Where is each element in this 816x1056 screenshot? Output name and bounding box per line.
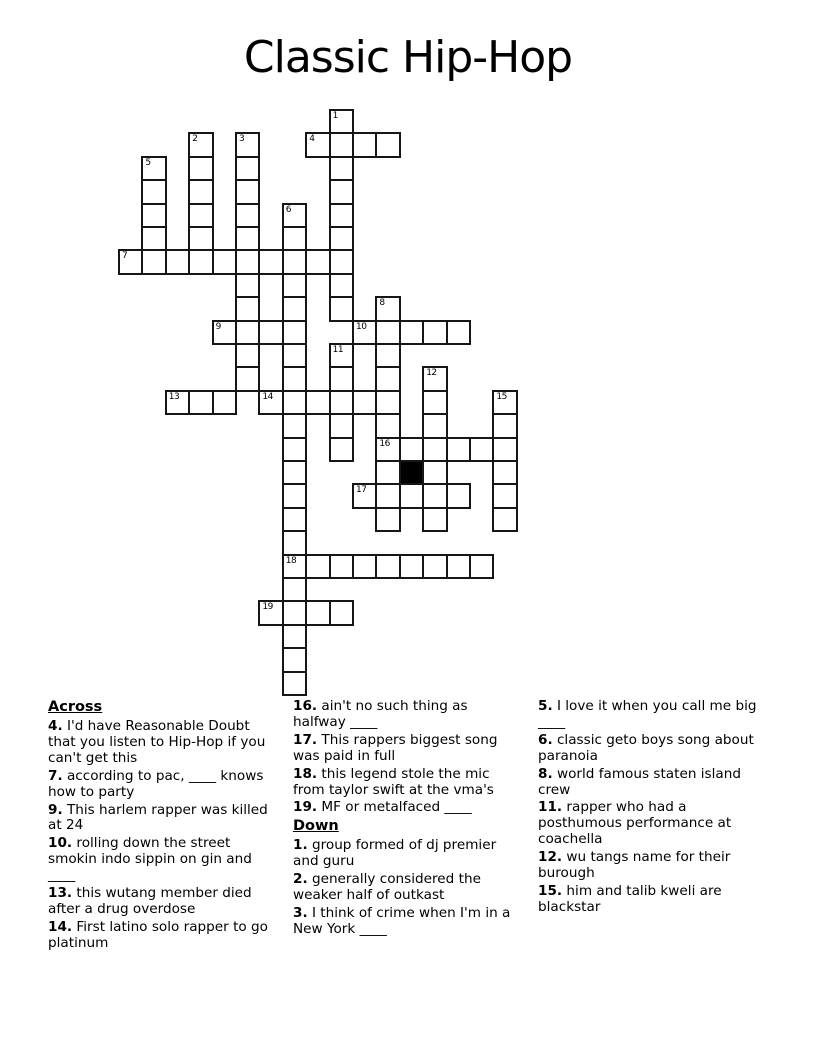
clue-item-7 [48,769,271,801]
grid-cell[interactable] [282,273,307,298]
clue-item-12 [538,850,761,882]
clue-text: generally considered the weaker half of outkast [293,871,481,904]
clue-item-5 [538,699,761,731]
grid-cell[interactable] [329,249,354,274]
grid-cell[interactable] [188,156,213,181]
cell-number: 4 [309,134,315,145]
clue-item-16 [293,699,516,731]
grid-cell[interactable] [141,249,166,274]
clue-number: 13. [48,885,73,902]
grid-cell[interactable] [492,460,517,485]
grid-cell[interactable] [235,249,260,274]
clue-number: 3. [293,904,308,921]
clue-text: classic geto boys song about paranoia [538,731,754,764]
clue-number: 7. [48,767,63,784]
grid-cell[interactable] [375,413,400,438]
clue-item-11 [538,800,761,848]
grid-cell[interactable] [235,203,260,228]
cell-number: 12 [426,368,437,379]
grid-cell[interactable] [469,437,494,462]
grid-cell[interactable] [375,554,400,579]
grid-cell[interactable] [235,366,260,391]
puzzle-title: Classic Hip-Hop [243,32,573,83]
grid-cell[interactable] [282,530,307,555]
clue-number: 14. [48,918,73,935]
grid-cell[interactable] [235,132,260,157]
grid-cell[interactable] [492,483,517,508]
clue-item-14 [48,920,271,952]
grid-cell[interactable] [329,343,354,368]
grid-cell[interactable] [305,554,330,579]
grid-cell[interactable] [235,156,260,181]
clue-column-3 [538,699,761,918]
cell-number: 3 [239,134,245,145]
clue-number: 1. [293,837,308,854]
clue-text: this legend stole the mic from taylor swift at the vma's [293,765,494,798]
clue-item-19 [293,800,516,816]
grid-cell[interactable] [141,156,166,181]
grid-cell[interactable] [188,390,213,415]
grid-cell[interactable] [469,554,494,579]
clue-item-15 [538,884,761,916]
clue-text: This harlem rapper was killed at 24 [48,801,268,834]
grid-cell[interactable] [188,132,213,157]
cell-number: 1 [332,111,338,121]
grid-cell[interactable] [282,624,307,649]
grid-cell[interactable] [282,577,307,602]
clue-item-13 [48,886,271,918]
cell-number: 15 [496,391,507,402]
grid-cell[interactable] [422,483,447,508]
cell-number: 8 [379,298,385,309]
grid-cell[interactable] [258,390,283,415]
clue-number: 16. [293,698,318,714]
grid-cell[interactable] [258,600,283,625]
grid-cell[interactable] [329,132,354,157]
grid-cell[interactable] [329,600,354,625]
grid-cell[interactable] [329,296,354,321]
grid-cell[interactable] [422,554,447,579]
clue-number: 8. [538,765,553,782]
grid-cell[interactable] [165,390,190,415]
grid-cell[interactable] [305,390,330,415]
grid-cell[interactable] [282,390,307,415]
grid-cell[interactable] [329,156,354,181]
grid-cell[interactable] [399,483,424,508]
grid-cell[interactable] [329,109,354,134]
cell-number: 17 [356,485,367,496]
grid-cell[interactable] [118,249,143,274]
grid-cell[interactable] [446,437,471,462]
grid-cell[interactable] [422,413,447,438]
grid-cell[interactable] [375,320,400,345]
clue-column-2 [293,699,516,940]
grid-cell[interactable] [352,132,377,157]
grid-cell[interactable] [399,320,424,345]
grid-cell[interactable] [282,437,307,462]
clue-number: 12. [538,849,563,866]
cell-number: 2 [192,134,198,145]
grid-cell[interactable] [422,507,447,532]
grid-cell[interactable] [212,249,237,274]
grid-cell[interactable] [422,437,447,462]
grid-cell[interactable] [235,179,260,204]
clue-text: him and talib kweli are blackstar [538,882,722,915]
clue-number: 5. [538,698,553,714]
cell-number: 5 [145,157,151,168]
grid-cell[interactable] [422,390,447,415]
grid-cell[interactable] [492,507,517,532]
clue-item-9 [48,803,271,835]
grid-cell[interactable] [352,483,377,508]
grid-cell[interactable] [375,366,400,391]
grid-cell[interactable] [235,343,260,368]
clue-text: This rappers biggest song was paid in full [293,731,498,764]
clue-column-1 [48,699,271,954]
clues-section [48,699,762,954]
clue-number: 9. [48,801,63,818]
clue-text: I love it when you call me big ____ [538,698,757,730]
grid-cell[interactable] [212,320,237,345]
cell-number: 18 [285,555,297,566]
clue-item-6 [538,733,761,765]
grid-cell[interactable] [188,203,213,228]
clue-number: 17. [293,731,318,748]
grid-cell[interactable] [282,671,307,696]
clue-text: wu tangs name for their burough [538,849,731,882]
clue-number: 15. [538,882,563,899]
clue-number: 2. [293,871,308,888]
grid-cell[interactable] [282,203,307,228]
grid-cell[interactable] [165,249,190,274]
cell-number: 19 [262,602,273,613]
grid-cell[interactable] [235,273,260,298]
grid-cell[interactable] [375,296,400,321]
clue-item-10 [48,836,271,884]
grid-cell[interactable] [329,226,354,251]
grid-cell[interactable] [282,320,307,345]
grid-cell[interactable] [188,179,213,204]
clue-item-3 [293,906,516,938]
cell-number: 16 [379,438,390,449]
clue-number: 6. [538,731,553,748]
grid-cell[interactable] [282,343,307,368]
grid-cell[interactable] [235,296,260,321]
grid-cell-black [399,460,424,485]
grid-cell[interactable] [305,249,330,274]
grid-cell[interactable] [446,483,471,508]
grid-cell[interactable] [188,249,213,274]
grid-cell[interactable] [352,554,377,579]
grid-cell[interactable] [282,460,307,485]
clue-text: this wutang member died after a drug overdose [48,885,252,917]
grid-cell[interactable] [375,483,400,508]
cell-number: 14 [262,391,273,402]
grid-cell[interactable] [282,296,307,321]
grid-cell[interactable] [375,390,400,415]
clue-text: according to pac, ____ knows how to party [48,767,264,800]
clue-text: I'd have Reasonable Doubt that you listen to Hip-Hop if you can't get this [48,718,266,766]
grid-cell[interactable] [492,437,517,462]
grid-cell[interactable] [422,320,447,345]
grid-cell[interactable] [375,437,400,462]
grid-cell[interactable] [282,647,307,672]
cell-number: 11 [332,345,344,355]
grid-cell[interactable] [141,179,166,204]
grid-cell[interactable] [352,320,377,345]
grid-cell[interactable] [141,203,166,228]
clue-text: group formed of dj premier and guru [293,837,497,870]
clue-item-1 [293,838,516,870]
grid-cell[interactable] [329,437,354,462]
grid-cell[interactable] [375,132,400,157]
clue-number: 19. [293,799,318,816]
grid-cell[interactable] [188,226,213,251]
grid-cell[interactable] [399,554,424,579]
clue-number: 4. [48,718,63,734]
clue-item-17 [293,733,516,765]
clue-text: ain't no such thing as halfway ____ [293,698,468,730]
clue-item-2 [293,872,516,904]
grid-cell[interactable] [141,226,166,251]
grid-cell[interactable] [305,132,330,157]
cell-number: 9 [215,321,221,332]
clue-item-8 [538,767,761,799]
clue-text: rolling down the street smokin indo sippin on gin and ____ [48,835,252,884]
grid-cell[interactable] [375,460,400,485]
clue-item-18 [293,767,516,799]
grid-cell[interactable] [282,600,307,625]
grid-cell[interactable] [446,554,471,579]
grid-cell[interactable] [305,600,330,625]
grid-cell[interactable] [329,203,354,228]
grid-cell[interactable] [329,390,354,415]
clue-text: I think of crime when I'm in a New York ____ [293,904,511,937]
grid-cell[interactable] [282,413,307,438]
grid-cell[interactable] [492,390,517,415]
cell-number: 7 [122,251,128,262]
grid-cell[interactable] [282,226,307,251]
grid-cell[interactable] [282,554,307,579]
grid-cell[interactable] [399,437,424,462]
grid-cell[interactable] [282,366,307,391]
grid-cell[interactable] [212,390,237,415]
grid-cell[interactable] [375,343,400,368]
grid-cell[interactable] [492,413,517,438]
clue-text: MF or metalfaced ____ [321,799,472,816]
grid-cell[interactable] [258,320,283,345]
clue-item-4 [48,719,271,767]
grid-cell[interactable] [235,320,260,345]
grid-cell[interactable] [422,460,447,485]
cell-number: 6 [285,204,292,215]
grid-cell[interactable] [329,273,354,298]
cell-number: 10 [356,321,367,332]
grid-cell[interactable] [282,507,307,532]
grid-cell[interactable] [422,366,447,391]
cell-number: 13 [168,391,180,402]
section-heading-across: Across [48,699,103,715]
grid-cell[interactable] [375,507,400,532]
grid-cell[interactable] [282,483,307,508]
grid-cell[interactable] [329,554,354,579]
grid-cell[interactable] [329,413,354,438]
clue-number: 10. [48,835,73,852]
grid-cell[interactable] [352,390,377,415]
grid-cell[interactable] [329,366,354,391]
clue-text: rapper who had a posthumous performance at coachella [538,799,732,848]
clue-number: 11. [538,799,563,816]
grid-cell[interactable] [329,179,354,204]
clue-text: world famous staten island crew [538,765,741,798]
grid-cell[interactable] [282,249,307,274]
grid-cell[interactable] [446,320,471,345]
grid-cell[interactable] [258,249,283,274]
clue-number: 18. [293,765,318,782]
clue-text: First latino solo rapper to go platinum [48,918,268,951]
grid-cell[interactable] [235,226,260,251]
section-heading-down: Down [293,818,339,835]
